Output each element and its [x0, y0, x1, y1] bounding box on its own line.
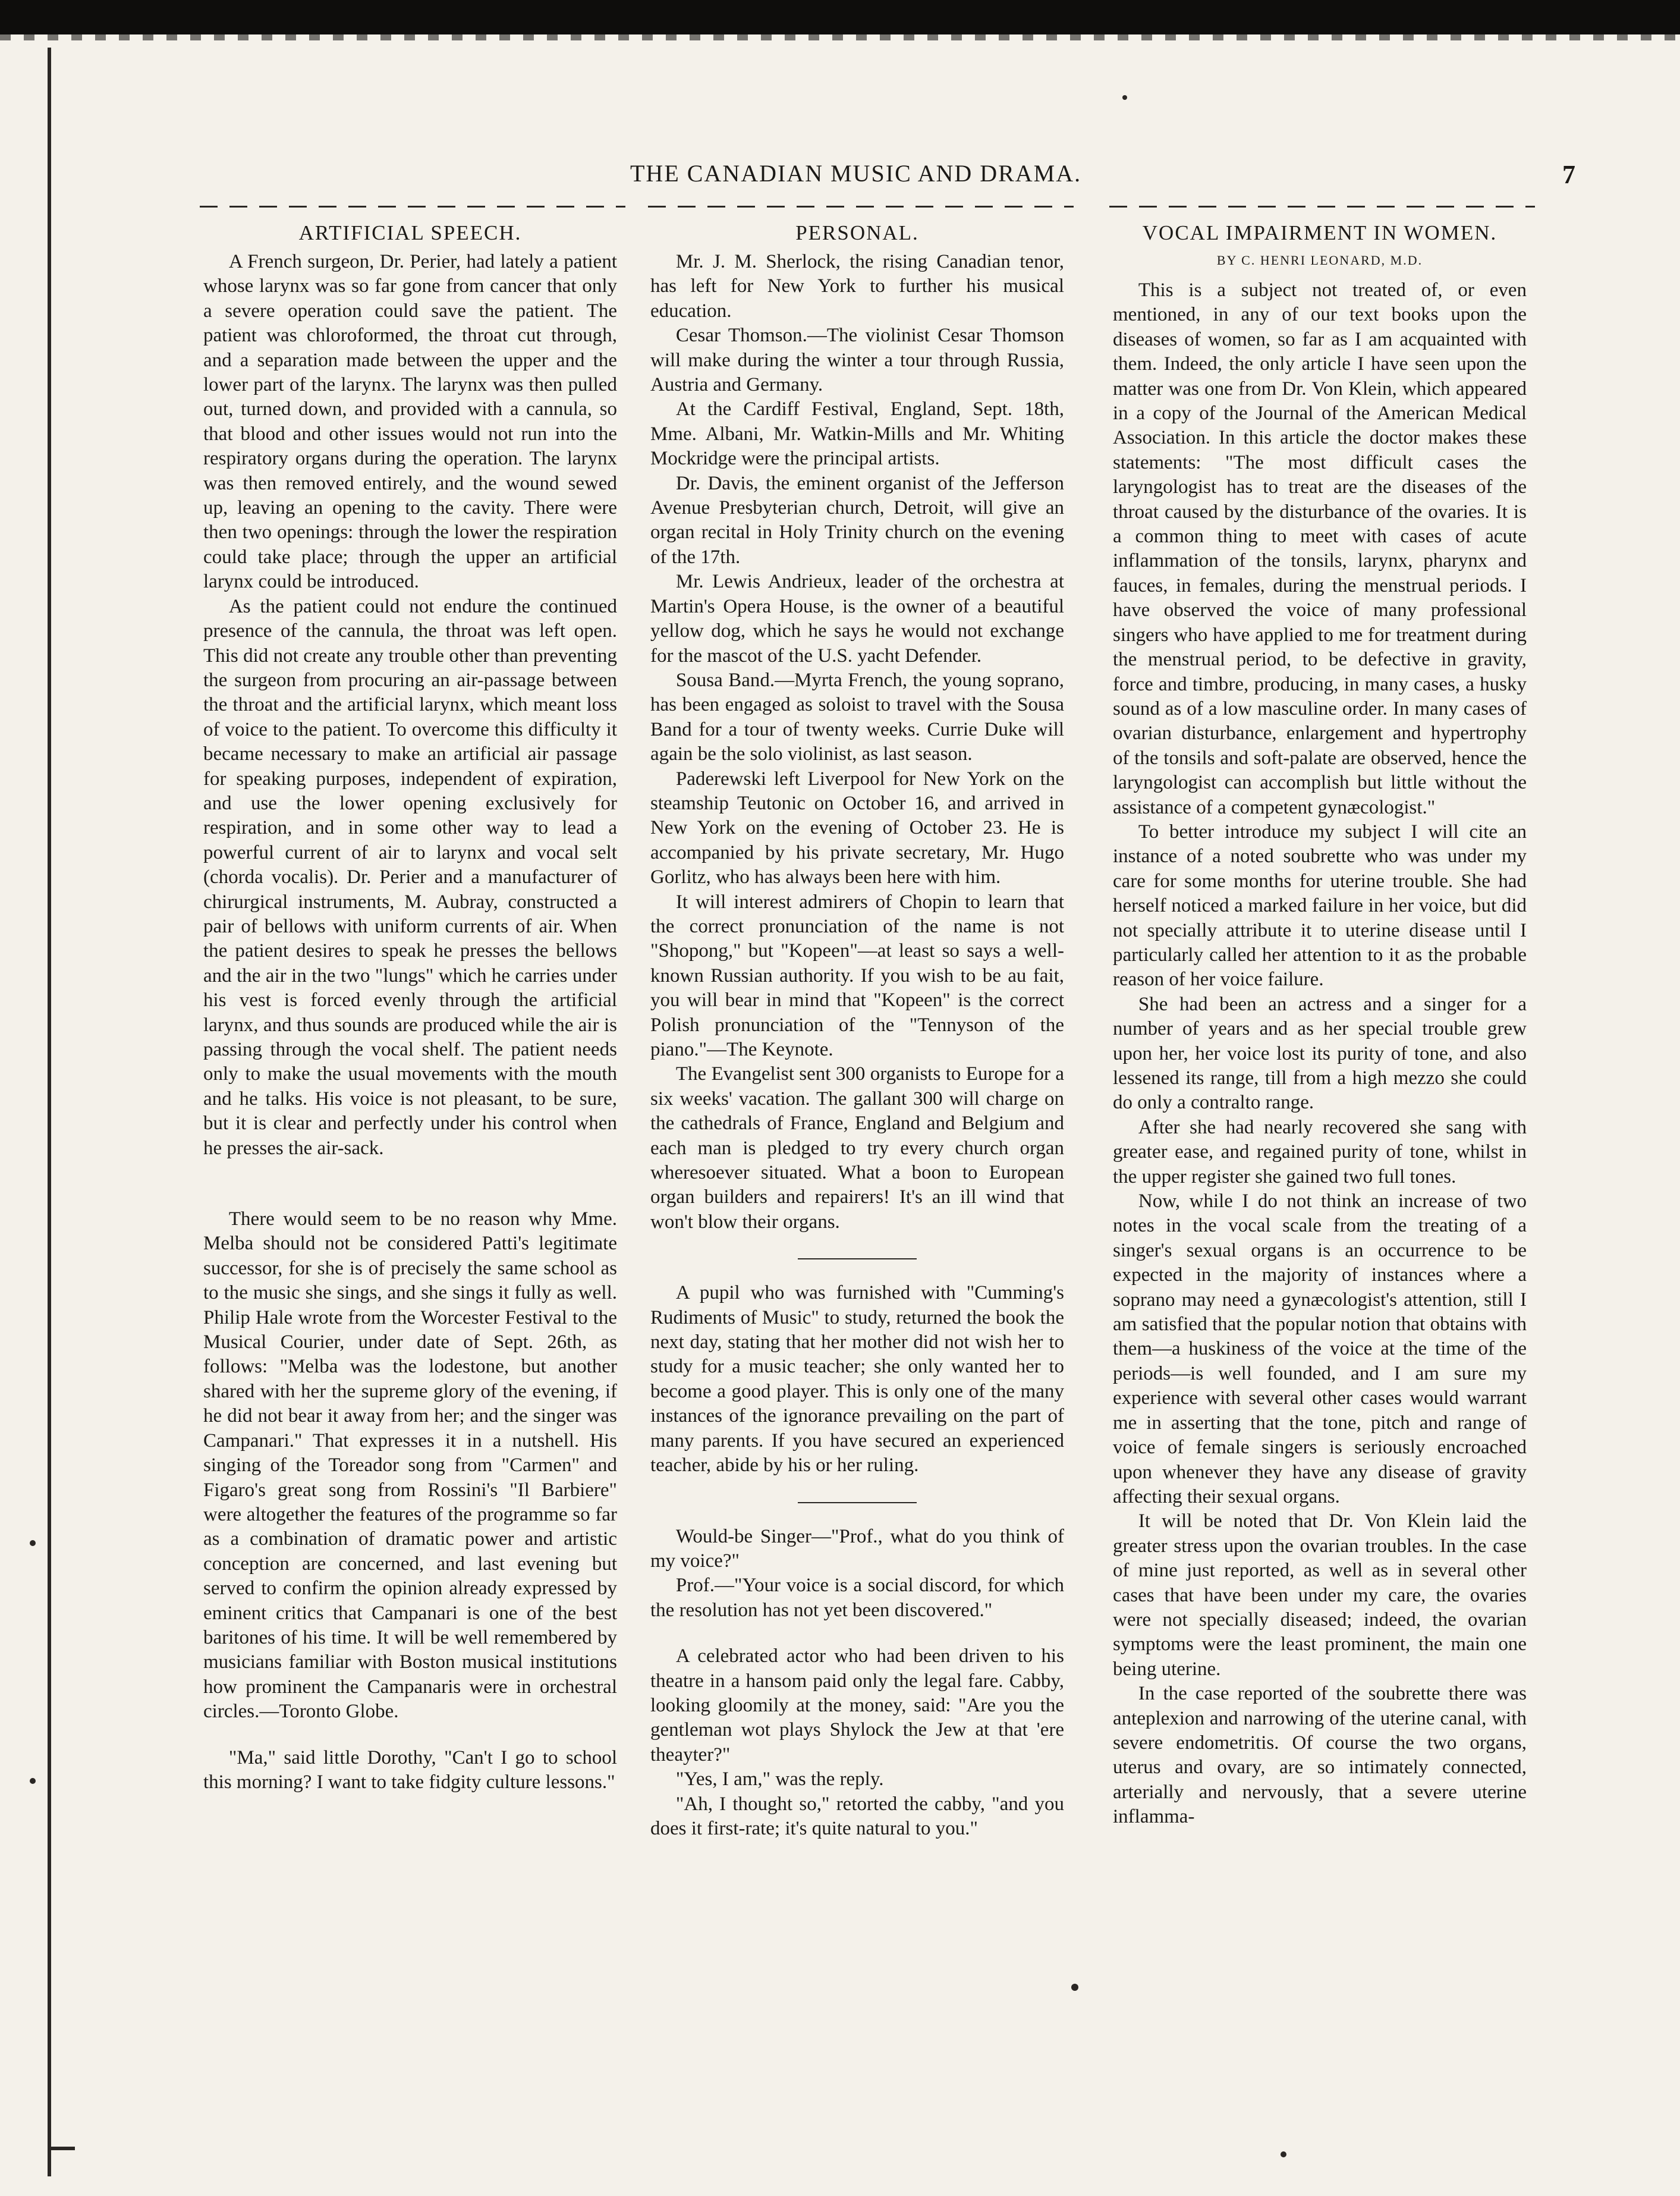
news-item: Paderewski left Liverpool for New York on the steamship Teutonic on October 16, and arrived in New York on the evening of October 23. He is accompanied by his private secretary, Mr. Hugo Gorlitz, who has always been here with him.	[650, 768, 1064, 888]
article-paragraph: Now, while I do not think an increase of two notes in the vocal scale from the treating of a singer's sexual organs is an occurrence to be expected in the majority of instances where a soprano may need a gynæcologist's attention, still I am satisfied that the popular notion that obtains with them—a huskiness of the voice at the time of the periods—is well founded, and I am sure my experience with several other cases would warrant me in asserting that the tone, pitch and range of voice of female singers is seriously encroached upon whenever they have any disease of gravity affecting their sexual organs.	[1113, 1190, 1527, 1507]
ink-speck	[30, 1778, 36, 1784]
article-paragraph: This is a subject not treated of, or even mentioned, in any of our text books upon the diseases of women, so far as I am acquainted with them. Indeed, the only article I have seen upon the matter was one from Dr. Von Klein, which appeared in a copy of the Journal of the American Medical Association. In this article the doctor makes these statements: "The most difficult cases the laryngologist has to treat are the diseases of the throat caused by the disturbance of the ovaries. It is a common thing to meet with cases of acute inflammation of the tonsils, larynx, pharynx and fauces, in females, during the menstrual periods. I have observed the voice of many professional singers who have applied to me for treatment during the menstrual period, to be defective in gravity, force and timbre, producing, in many cases, a husky sound as of a low masculine order. In many cases of ovarian disturbance, enlargement and hypertrophy of the tonsils and soft-palate are observed, hence the laryngologist can accomplish but little without the assistance of a competent gynæcologist."	[1113, 279, 1527, 818]
column-left	[203, 220, 617, 1795]
news-item: Sousa Band.—Myrta French, the young soprano, has been engaged as soloist to travel with the Sousa Band for a tour of twenty weeks. Currie Duke will again be the solo violinist, as last season.	[650, 669, 1064, 765]
article-paragraph: It will be noted that Dr. Von Klein laid the greater stress upon the ovarian troubles. In the case of mine just reported, as well as in several other cases that have been under my care, the ovaries were not specially diseased; indeed, the ovarian symptoms were the least prominent, the main one being uterine.	[1113, 1510, 1527, 1680]
article-paragraph: "Ma," said little Dorothy, "Can't I go to school this morning? I want to take fidgity culture lessons."	[203, 1746, 617, 1793]
article-paragraph: As the patient could not endure the continued presence of the cannula, the throat was left open. This did not create any trouble other than preventing the surgeon from procuring an air-passage between the throat and the artificial larynx, which meant loss of voice to the patient. To overcome this difficulty it became necessary to make an artificial air passage for speaking purposes, independent of expiration, and use the lower opening exclusively for respiration, and in some other way to lead a powerful current of air to larynx and vocal selt (chorda vocalis). Dr. Perier and a manufacturer of chirurgical instruments, M. Aubray, constructed a pair of bellows with uniform currents of air. When the patient desires to speak he presses the bellows and the air in the two "lungs" which he carries under his vest is forced evenly through the artificial larynx, and thus sounds are produced while the air is passing through the vocal shelf. The patient needs only to make the usual movements with the mouth and he talks. His voice is not pleasant, to be sure, but it is clear and perfectly under his control when he presses the air-sack.	[203, 595, 617, 1159]
header-rule-right	[1109, 206, 1535, 208]
ink-speck	[1281, 2151, 1286, 2157]
news-item: It will interest admirers of Chopin to learn that the correct pronunciation of the name is not "Shopong," but "Kopeen"—at least so says a well-known Russian authority. If you wish to be au fait, you will bear in mind that "Kopeen" is the correct Polish pronunciation of the "Tennyson of the piano."—The Keynote.	[650, 891, 1064, 1060]
news-item: Cesar Thomson.—The violinist Cesar Thomson will make during the winter a tour through Russia, Austria and Germany.	[650, 325, 1064, 396]
section-divider	[798, 1258, 917, 1259]
article-heading-vocal-impairment: VOCAL IMPAIRMENT IN WOMEN.	[1142, 221, 1497, 244]
anecdote-line: "Ah, I thought so," retorted the cabby, "and you does it first-rate; it's quite natural to you."	[650, 1793, 1064, 1839]
column-gap	[203, 1161, 617, 1207]
ink-speck	[30, 1540, 36, 1546]
news-item: Mr. J. M. Sherlock, the rising Canadian tenor, has left for New York to further his musical education.	[650, 251, 1064, 322]
news-item: Mr. Lewis Andrieux, leader of the orchestra at Martin's Opera House, is the owner of a beautiful yellow dog, which he says he would not exchange for the mascot of the U.S. yacht Defender.	[650, 571, 1064, 667]
column-right	[1113, 220, 1527, 1830]
anecdote-line: Prof.—"Your voice is a social discord, for which the resolution has not yet been discovered."	[650, 1575, 1064, 1621]
news-item: A pupil who was furnished with "Cumming's Rudiments of Music" to study, returned the book the next day, stating that her mother did not wish her to study for a music teacher; she only wanted her to become a good player. This is only one of the many instances of the ignorance prevailing on the part of many parents. If you have secured an experienced teacher, abide by his or her ruling.	[650, 1282, 1064, 1476]
page-top-edge	[0, 0, 1680, 34]
anecdote-line: "Yes, I am," was the reply.	[675, 1768, 884, 1790]
news-item: The Evangelist sent 300 organists to Europe for a six weeks' vacation. The gallant 300 will charge on the cathedrals of France, England and Belgium and each man is pledged to try every church organ wheresoever situated. What a boon to European organ builders and repairers! It's an ill wind that won't blow their organs.	[650, 1063, 1064, 1233]
article-paragraph: To better introduce my subject I will cite an instance of a noted soubrette who was under my care for some months for uterine trouble. She had herself noticed a marked failure in her voice, but did not specially attribute it to uterine disease until I particularly called her attention to it as the probable reason of her voice failure.	[1113, 821, 1527, 991]
article-paragraph: In the case reported of the soubrette there was anteplexion and narrowing of the uterine canal, with severe endometritis. Of course the two organs, uterus and ovary, are so intimately connected, arterially and nervously, that a severe uterine inflamma-	[1113, 1683, 1527, 1828]
article-heading-artificial-speech: ARTIFICIAL SPEECH.	[298, 221, 522, 244]
header-rule-left	[200, 206, 625, 208]
column-middle	[650, 220, 1064, 1841]
page-number: 7	[1562, 160, 1575, 189]
header-rule-middle	[648, 206, 1074, 208]
article-paragraph: After she had nearly recovered she sang with greater ease, and regained purity of tone, whilst in the upper register she gained two full tones.	[1113, 1116, 1527, 1187]
binding-edge-tick	[48, 2147, 75, 2150]
page-header: THE CANADIAN MUSIC AND DRAMA.	[630, 160, 1082, 187]
anecdote-line: A celebrated actor who had been driven to his theatre in a hansom paid only the legal fare. Cabby, looking gloomily at the money, said: "Are you the gentleman wot plays Shylock the Jew at that 'ere theayter?"	[650, 1645, 1064, 1765]
news-item: Dr. Davis, the eminent organist of the Jefferson Avenue Presbyterian church, Detroit, will give an organ recital in Holy Trinity church on the evening of the 17th.	[650, 472, 1064, 568]
article-paragraph: There would seem to be no reason why Mme. Melba should not be considered Patti's legitimate successor, for she is of precisely the same school as to the music she sings, and she sings it fully as well. Philip Hale wrote from the Worcester Festival to the Musical Courier, under date of Sept. 26th, as follows: "Melba was the lodestone, but another shared with her the supreme glory of the evening, if he did not bear it away from her; and the singer was Campanari." That expresses it in a nutshell. His singing of the Toreador song from "Carmen" and Figaro's great song from Rossini's "Il Barbiere" were altogether the features of the programme so far as a combination of dramatic power and artistic conception are concerned, and last evening but served to confirm the opinion already expressed by eminent critics that Campanari is one of the best baritones of his time. It will be well remembered by musicians familiar with Boston musical institutions how prominent the Campanaris were in orchestral circles.—Toronto Globe.	[203, 1208, 617, 1723]
section-divider	[798, 1502, 917, 1503]
ink-speck	[1071, 1984, 1078, 1991]
anecdote-line: Would-be Singer—"Prof., what do you think of my voice?"	[650, 1525, 1064, 1572]
article-paragraph: A French surgeon, Dr. Perier, had lately a patient whose larynx was so far gone from cancer that only a severe operation could save the patient. The patient was chloroformed, the throat cut through, and a separation made between the upper and the lower part of the larynx. The larynx was then pulled out, turned down, and provided with a cannula, so that blood and other issues would not run into the respiratory organs during the operation. The larynx was then removed entirely, and the wound sewed up, leaving an opening to the cavity. There were then two openings: through the lower the respiration could take place; through the upper an artificial larynx could be introduced.	[203, 251, 617, 593]
ink-speck	[1122, 95, 1127, 100]
column-gap	[650, 1623, 1064, 1644]
article-heading-personal: PERSONAL.	[795, 221, 919, 244]
article-byline: BY C. HENRI LEONARD, M.D.	[1216, 253, 1423, 268]
binding-edge-line	[48, 48, 51, 2176]
page-top-edge-fringe	[0, 34, 1680, 40]
article-paragraph: She had been an actress and a singer for a number of years and as her special trouble grew upon her, her voice lost its purity of tone, and also lessened its range, till from a high mezzo she could do only a contralto range.	[1113, 993, 1527, 1114]
column-gap	[203, 1724, 617, 1746]
news-item: At the Cardiff Festival, England, Sept. 18th, Mme. Albani, Mr. Watkin-Mills and Mr. Whiting Mockridge were the principal artists.	[650, 398, 1064, 470]
